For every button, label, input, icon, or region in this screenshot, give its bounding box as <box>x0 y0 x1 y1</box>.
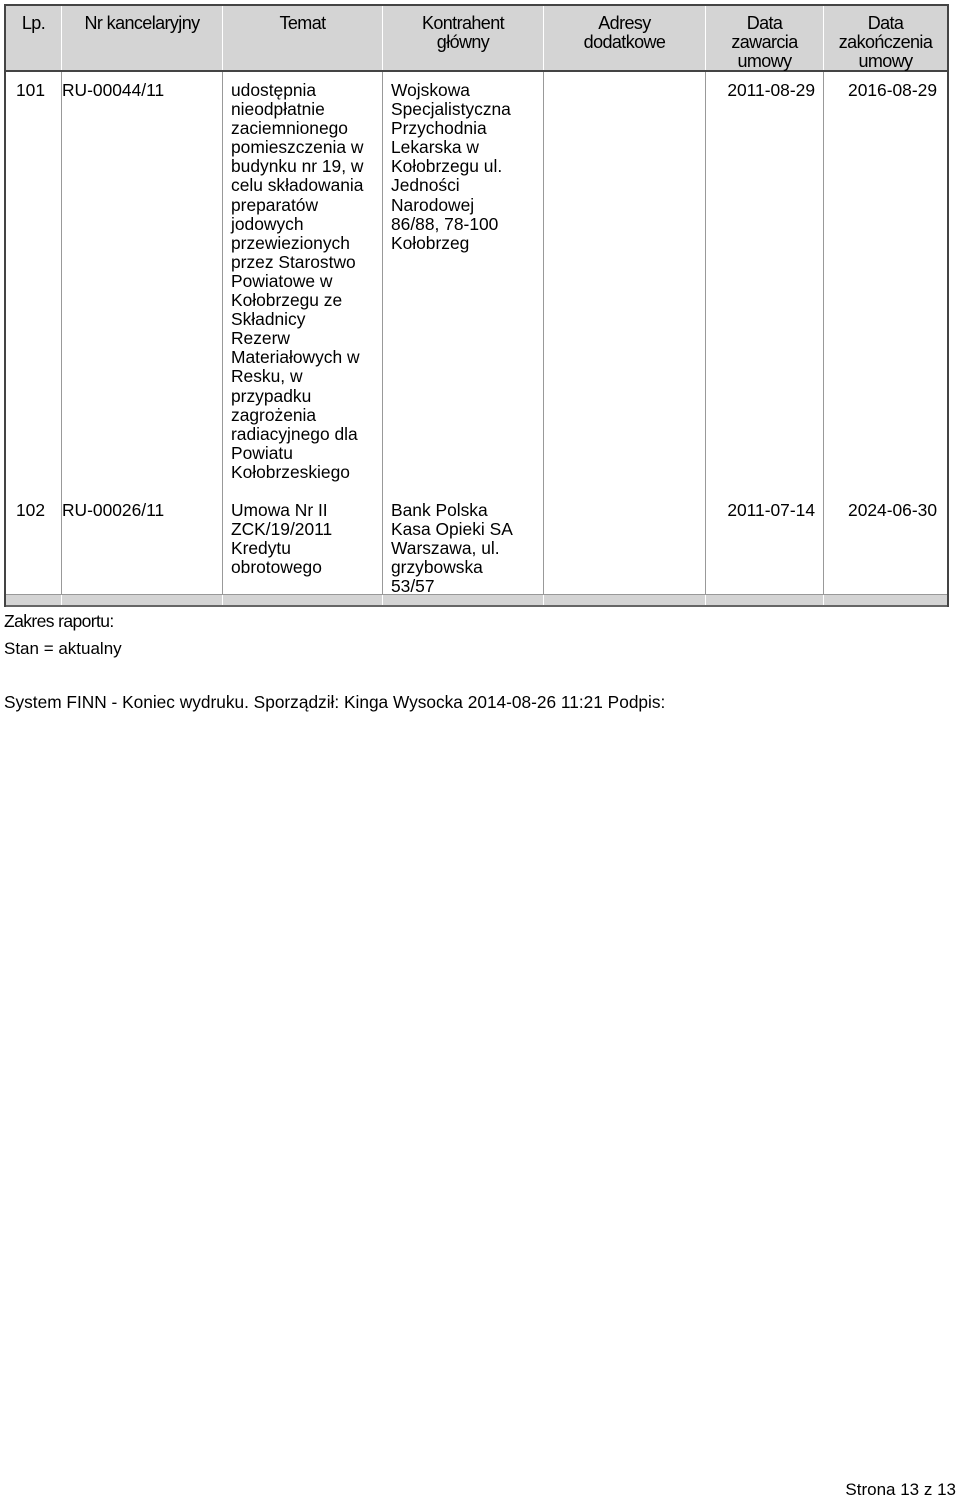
cell-data-zakonczenia: 2024-06-30 <box>848 500 937 520</box>
cell-line: Umowa Nr II <box>231 500 328 520</box>
cell-kontrahent <box>383 490 544 597</box>
cell-line: Kołobrzeskiego <box>231 461 350 482</box>
cell-line: grzybowska <box>391 557 483 578</box>
cell-line: Narodowej <box>391 194 475 215</box>
cell-line: Kasa Opieki SA <box>391 519 513 540</box>
cell-line: 53/57 <box>391 576 435 597</box>
cell-line: Wojskowa <box>391 80 470 100</box>
cell-line: Kołobrzeg <box>391 232 470 253</box>
header-data-zakonczenia: Data zakończenia umowy <box>838 13 933 71</box>
table-row <box>6 72 947 490</box>
cell-data-zakonczenia: 2016-08-29 <box>848 80 937 100</box>
cell-line: Resku, w <box>231 366 303 387</box>
cell-line: budynku nr 19, w <box>231 156 364 177</box>
header-adresy: Adresy dodatkowe <box>544 6 706 70</box>
cell-nr: RU-00044/11 <box>62 72 223 490</box>
cell-lp: 101 <box>6 72 62 490</box>
cell-line: przewiezionych <box>231 232 350 253</box>
cell-kontrahent <box>383 72 544 490</box>
cell-nr: RU-00026/11 <box>62 490 223 594</box>
cell-line: radiacyjnego dla <box>231 423 358 444</box>
cell-line: Rezerw <box>231 328 290 349</box>
cell-line: Kołobrzegu ze <box>231 290 343 311</box>
cell-line: Jedności <box>391 175 460 196</box>
header-kontrahent: Kontrahent główny <box>383 6 544 70</box>
cell-line: Warszawa, ul. <box>391 538 500 559</box>
cell-line: preparatów <box>231 194 319 215</box>
cell-line: obrotowego <box>231 557 322 578</box>
report-status-filter: Stan = aktualny <box>4 639 122 658</box>
cell-line: Kołobrzegu ul. <box>391 156 503 177</box>
cell-temat <box>223 490 383 594</box>
table-bottom-bar <box>6 594 947 607</box>
cell-line: Materiałowych w <box>231 347 360 368</box>
header-lp: Lp. <box>6 6 62 70</box>
cell-line: nieodpłatnie <box>231 99 325 120</box>
cell-line: Powiatu <box>231 442 293 463</box>
cell-line: Bank Polska <box>391 500 488 520</box>
report-scope-label: Zakres raportu: <box>4 611 114 631</box>
cell-line: Przychodnia <box>391 118 487 139</box>
cell-line: Powiatowe w <box>231 270 333 291</box>
report-footer: System FINN - Koniec wydruku. Sporządził: Kinga Wysocka 2014-08-26 11:21 Podpis: <box>4 692 666 712</box>
cell-lp: 102 <box>6 490 62 594</box>
cell-temat <box>223 72 383 490</box>
cell-line: pomieszczenia w <box>231 137 364 158</box>
contracts-table <box>4 4 949 607</box>
header-temat: Temat <box>223 6 383 70</box>
cell-line: przypadku <box>231 385 312 406</box>
cell-line: przez Starostwo <box>231 251 356 272</box>
cell-data-zawarcia: 2011-07-14 <box>706 490 824 594</box>
page-number: Strona 13 z 13 <box>845 1480 956 1499</box>
header-data-zawarcia: Data zawarcia umowy <box>706 6 824 70</box>
cell-line: ZCK/19/2011 <box>231 519 333 540</box>
cell-line: Kredytu <box>231 538 291 559</box>
cell-line: zaciemnionego <box>231 118 348 139</box>
header-nr-kancelaryjny: Nr kancelaryjny <box>62 6 223 70</box>
cell-line: Składnicy <box>231 309 306 330</box>
cell-adresy <box>544 72 706 490</box>
cell-line: celu składowania <box>231 175 364 196</box>
table-row <box>6 490 947 597</box>
table-header <box>6 6 947 72</box>
cell-adresy <box>544 490 706 594</box>
cell-line: udostępnia <box>231 80 317 100</box>
cell-line: 86/88, 78-100 <box>391 213 499 234</box>
cell-data-zawarcia: 2011-08-29 <box>706 72 824 490</box>
cell-line: jodowych <box>231 213 304 234</box>
cell-line: zagrożenia <box>231 404 317 425</box>
cell-line: Specjalistyczna <box>391 99 511 120</box>
cell-line: Lekarska w <box>391 137 479 158</box>
